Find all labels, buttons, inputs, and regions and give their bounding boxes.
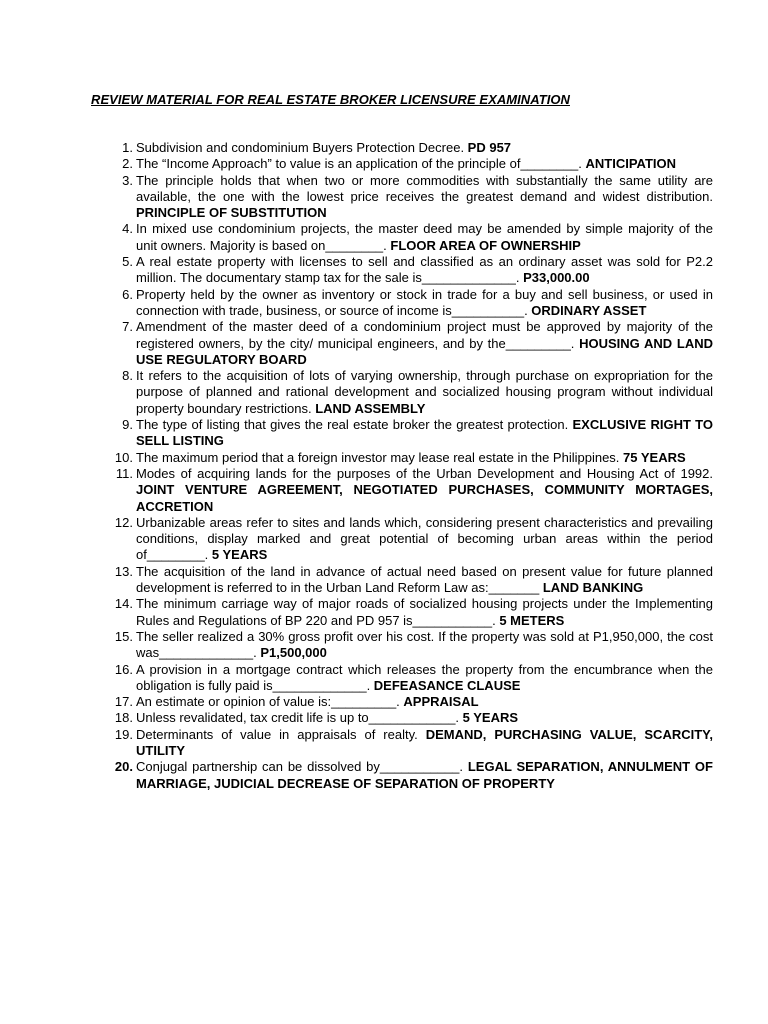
list-item xyxy=(104,596,713,629)
list-item xyxy=(104,221,713,254)
item-number: 2. xyxy=(122,156,133,172)
list-item xyxy=(104,662,713,695)
list-item xyxy=(104,173,713,222)
question-text: In mixed use condominium projects, the master deed may be amended by simple majority of the unit owners. Majority is based on________. xyxy=(136,221,713,253)
item-number: 19. xyxy=(114,726,133,742)
list-item xyxy=(104,254,713,287)
item-number: 14. xyxy=(114,596,133,612)
item-number: 15. xyxy=(114,628,133,644)
list-item xyxy=(104,727,713,760)
list-item xyxy=(104,368,713,417)
question-text: Subdivision and condominium Buyers Protection Decree. xyxy=(136,140,468,155)
question-list xyxy=(104,140,713,792)
list-item xyxy=(104,450,713,466)
item-number: 20. xyxy=(114,759,133,775)
list-item xyxy=(104,417,713,450)
answer-text: FLOOR AREA OF OWNERSHIP xyxy=(390,237,581,253)
question-text: Urbanizable areas refer to sites and lands which, considering present characteristics and prevailing conditions, display marked and great potential of becoming urban areas within the period of________. xyxy=(136,514,713,563)
answer-text: LAND ASSEMBLY xyxy=(315,400,426,416)
answer-text: P1,500,000 xyxy=(260,645,327,661)
answer-text: 5 YEARS xyxy=(211,547,268,563)
item-number: 4. xyxy=(122,221,133,237)
item-number: 18. xyxy=(114,710,133,726)
question-text: Modes of acquiring lands for the purposes of the Urban Development and Housing Act of 1992. xyxy=(136,465,713,481)
question-text: The maximum period that a foreign investor may lease real estate in the Philippines. xyxy=(136,449,624,465)
question-text: The “Income Approach” to value is an application of the principle of________. xyxy=(136,156,586,172)
list-item xyxy=(104,564,713,597)
item-number: 12. xyxy=(114,514,133,530)
list-item xyxy=(104,629,713,662)
question-text: A provision in a mortgage contract which releases the property from the encumbrance when the obligation is fully paid is_____________. xyxy=(136,661,713,693)
item-number: 16. xyxy=(114,661,133,677)
document-title: REVIEW MATERIAL FOR REAL ESTATE BROKER LICENSURE EXAMINATION xyxy=(91,92,570,107)
answer-text: PRINCIPLE OF SUBSTITUTION xyxy=(136,205,327,221)
question-text: Conjugal partnership can be dissolved by___________. xyxy=(136,759,468,775)
answer-text: PD 957 xyxy=(467,140,512,155)
item-number: 10. xyxy=(114,449,133,465)
list-item xyxy=(104,694,713,710)
item-number: 5. xyxy=(122,254,133,270)
item-number: 9. xyxy=(122,417,133,433)
list-item xyxy=(104,466,713,515)
answer-text: HOUSING AND LAND USE REGULATORY BOARD xyxy=(136,335,713,367)
item-number: 8. xyxy=(122,368,133,384)
item-number: 6. xyxy=(122,286,133,302)
question-text: Property held by the owner as inventory or stock in trade for a buy and sell business, or used in connection with trade, business, or source of income is__________. xyxy=(136,286,713,318)
answer-text: DEMAND, PURCHASING VALUE, SCARCITY, UTILITY xyxy=(136,726,714,758)
list-item xyxy=(104,140,713,156)
list-item xyxy=(104,759,713,792)
list-item xyxy=(104,156,713,172)
answer-text: APPRAISAL xyxy=(403,694,479,710)
answer-text: EXCLUSIVE RIGHT TO SELL LISTING xyxy=(136,417,714,449)
question-text: The type of listing that gives the real estate broker the greatest protection. xyxy=(136,417,573,433)
question-text: The principle holds that when two or more commodities with substantially the same utility are available, the one with the lowest price receives the greatest demand and widest distribution. xyxy=(136,172,713,204)
list-item xyxy=(104,319,713,368)
answer-text: LEGAL SEPARATION, ANNULMENT OF MARRIAGE, JUDICIAL DECREASE OF SEPARATION OF PROPERTY xyxy=(136,759,713,791)
question-text: The minimum carriage way of major roads of socialized housing projects under the Implementing Rules and Regulations of BP 220 and PD 957 is___________. xyxy=(136,596,713,628)
answer-text: JOINT VENTURE AGREEMENT, NEGOTIATED PURCHASES, COMMUNITY MORTAGES, ACCRETION xyxy=(136,482,713,514)
question-text: Amendment of the master deed of a condominium project must be approved by majority of the registered owners, by the city/ municipal engineers, and by the_________. xyxy=(136,319,713,351)
item-number: 13. xyxy=(114,563,133,579)
answer-text: ANTICIPATION xyxy=(585,156,677,172)
item-number: 1. xyxy=(122,140,133,155)
answer-text: 75 YEARS xyxy=(623,449,686,465)
answer-text: DEFEASANCE CLAUSE xyxy=(373,677,521,693)
question-text: It refers to the acquisition of lots of varying ownership, through purchase on expropriation for the purpose of planned and rational development and socialized housing program without individual property boundary restrictions. xyxy=(136,368,713,416)
item-number: 7. xyxy=(122,319,133,335)
item-number: 3. xyxy=(122,172,133,188)
question-text: The acquisition of the land in advance of actual need based on present value for future planned development is referred to in the Urban Land Reform Law as:_______ xyxy=(136,563,713,596)
answer-text: ORDINARY ASSET xyxy=(531,302,647,318)
question-text: Unless revalidated, tax credit life is up to____________. xyxy=(136,710,463,726)
list-item xyxy=(104,287,713,320)
answer-text: LAND BANKING xyxy=(542,580,644,596)
question-text: The seller realized a 30% gross profit over his cost. If the property was sold at P1,950,000, the cost was_____________. xyxy=(136,628,713,661)
item-number: 17. xyxy=(114,694,133,710)
list-item xyxy=(104,710,713,726)
question-text: Determinants of value in appraisals of realty. xyxy=(136,726,426,742)
item-number: 11. xyxy=(115,465,133,481)
question-text: A real estate property with licenses to sell and classified as an ordinary asset was sold for P2.2 million. The documentary stamp tax for the sale is_____________. xyxy=(136,254,713,286)
question-text: An estimate or opinion of value is:_________. xyxy=(136,694,404,710)
answer-text: 5 YEARS xyxy=(462,710,519,726)
answer-text: P33,000.00 xyxy=(523,270,590,286)
answer-text: 5 METERS xyxy=(499,612,565,628)
list-item xyxy=(104,515,713,564)
